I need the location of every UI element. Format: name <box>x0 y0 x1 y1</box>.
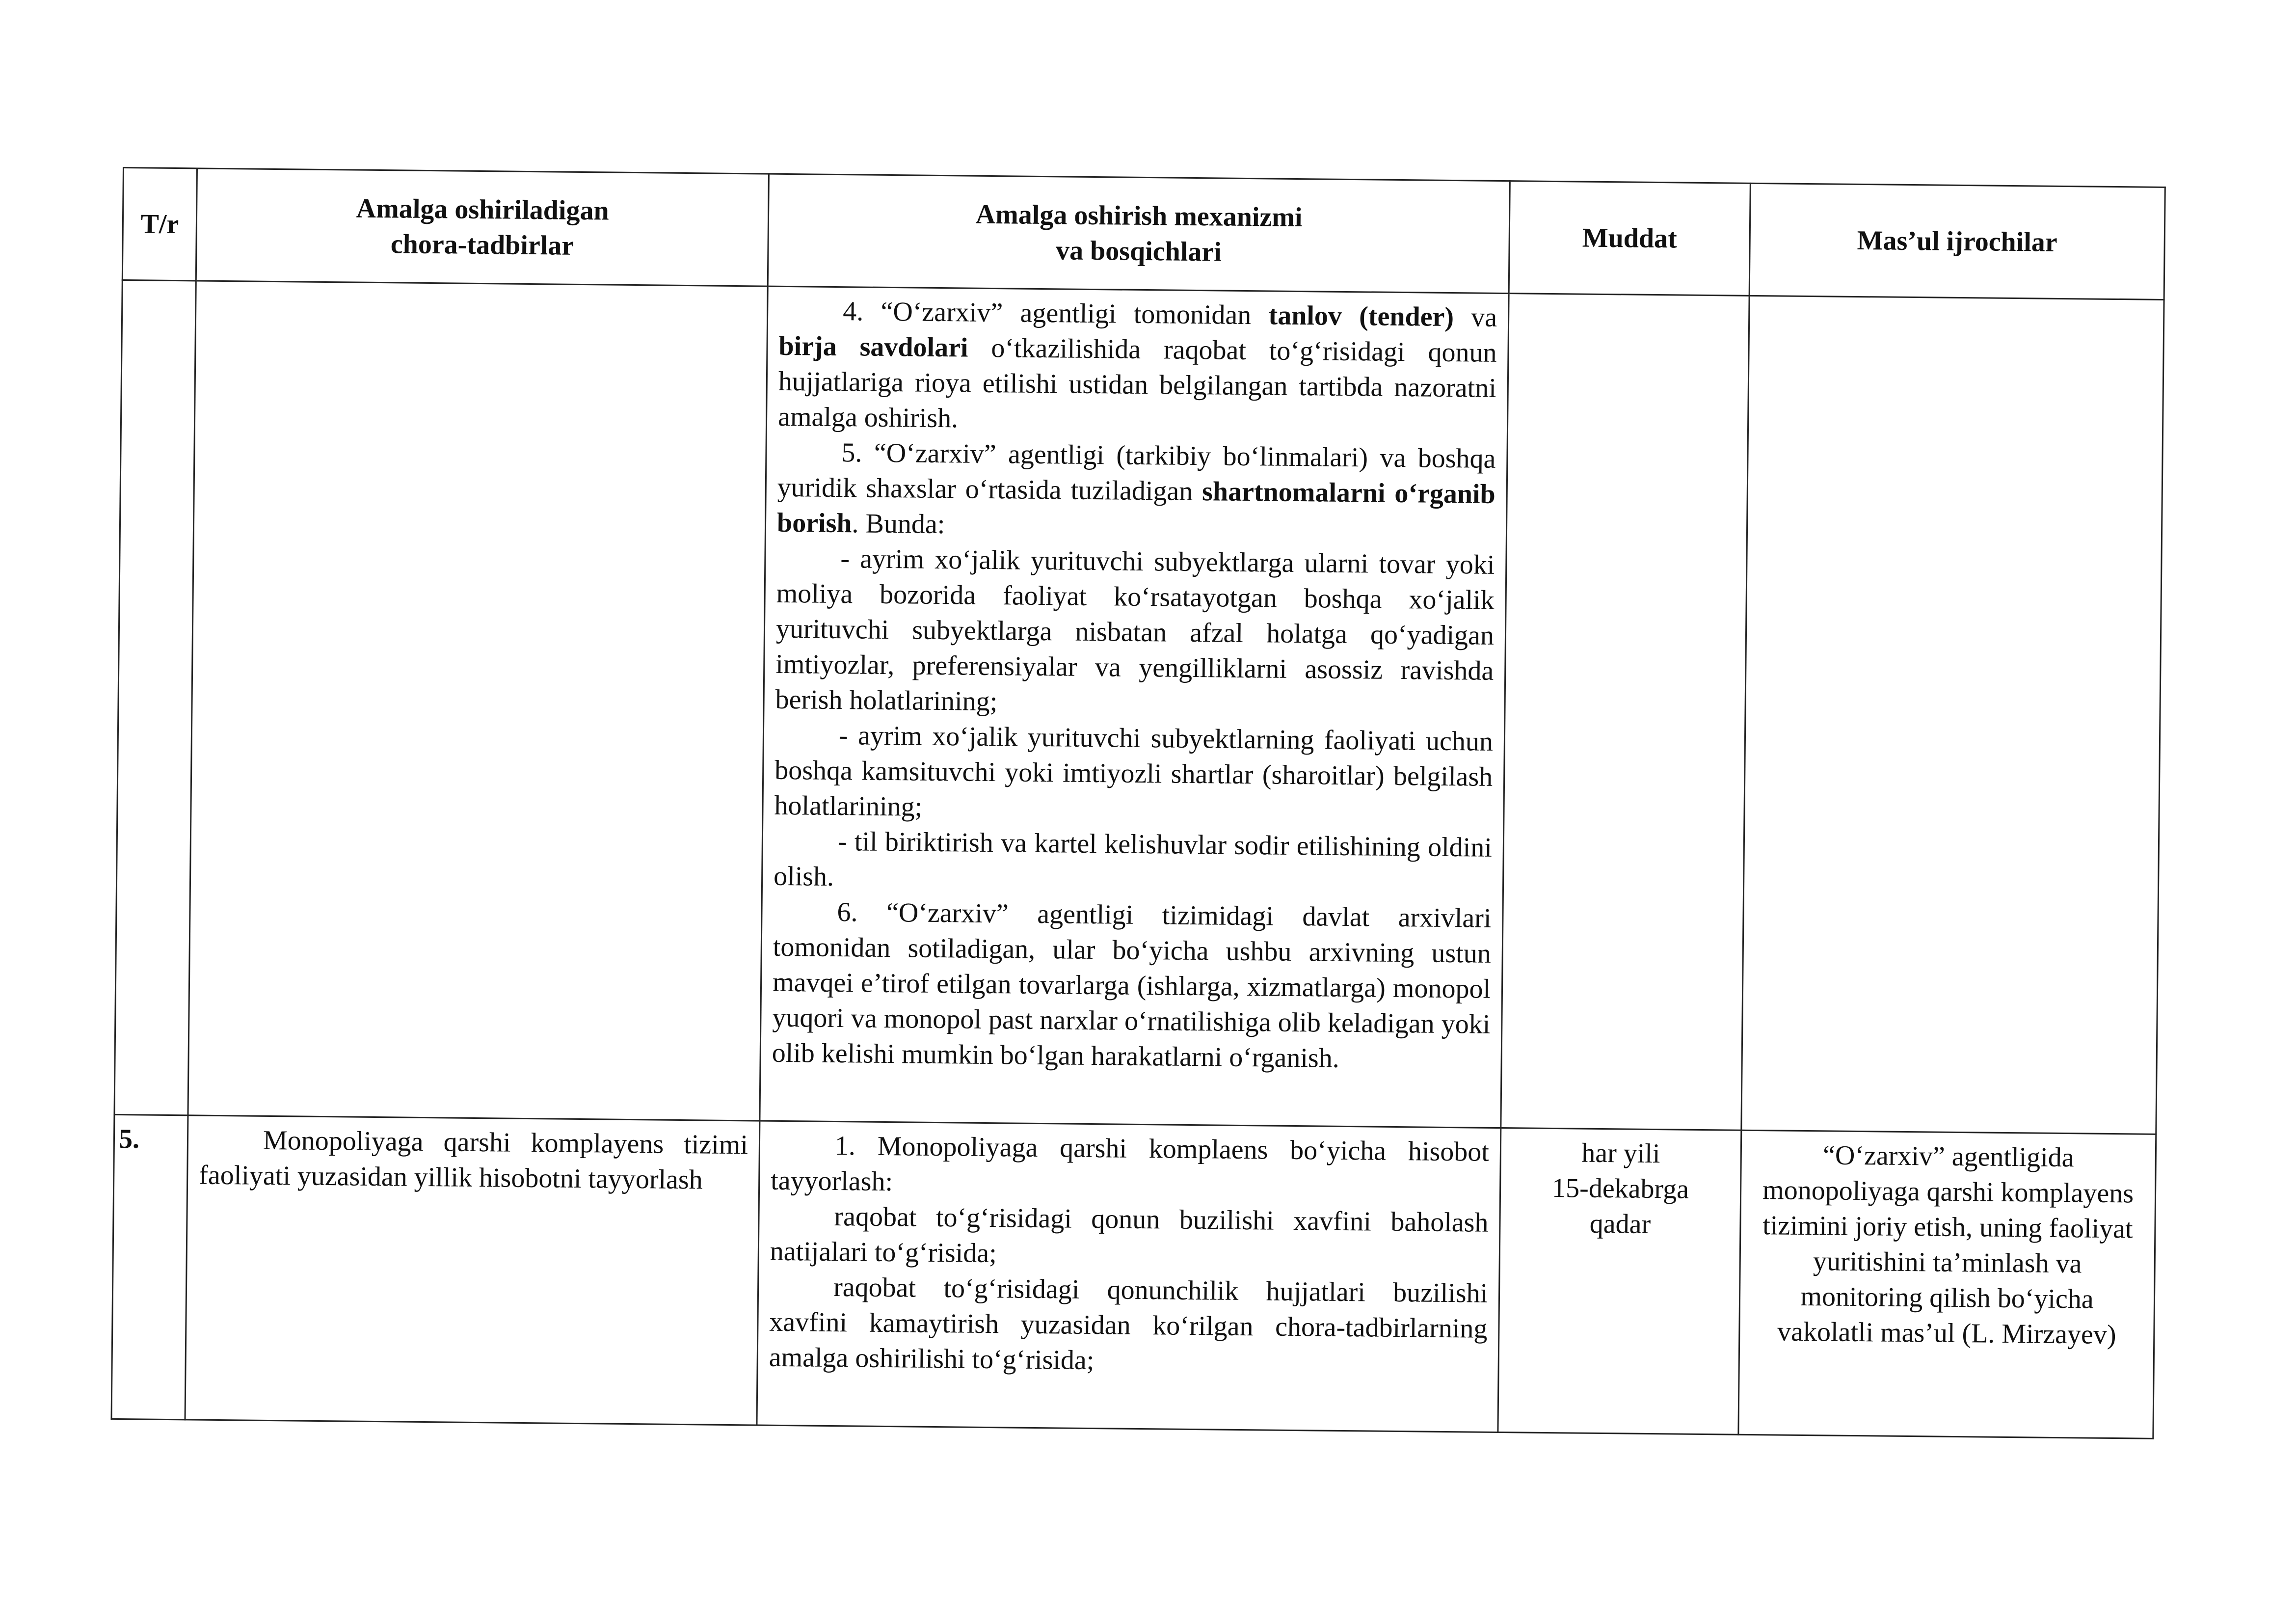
responsible-text-5: “O‘zarxiv” agentligida monopoliyaga qarshi komplayens tizimini joriy etish, uning faoliyat yuritishini ta’minlash va monitoring qilish bo‘yicha vakolatli mas’ul (L. Mirzayev) <box>1762 1140 2134 1351</box>
cell-action-5 <box>185 1115 760 1425</box>
table-row-continued <box>114 280 2164 1135</box>
cell-mechanism-continued <box>760 286 1509 1128</box>
mechanism-item-4: 4. “O‘zarxiv” agentligi tomonidan tanlov (tender) va birja savdolari o‘tkazilishida raqobat to‘g‘risidagi qonun hujjatlariga rioya etilishi ustidan belgilangan tartibda nazoratni amalga oshirish. <box>777 296 1497 434</box>
mechanism-5-item-3: raqobat to‘g‘risidagi qonunchilik hujjatlari buzilishi xavfini kamaytirish yuzasidan ko‘rilgan chora-tadbirlarning amalga oshirilishi to‘g‘risida; <box>769 1272 1488 1376</box>
mechanism-item-5: 5. “O‘zarxiv” agentligi (tarkibiy bo‘linmalari) va boshqa yuridik shaxslar o‘rtasida tuziladigan shartnomalarni o‘rganib borish. Bunda: <box>776 437 1496 540</box>
cell-responsible-5 <box>1738 1130 2156 1438</box>
header-actions-line2: chora-tadbirlar <box>390 229 574 261</box>
deadline-line1: har yili <box>1581 1137 1660 1169</box>
mechanism-bullet-1: - ayrim xo‘jalik yurituvchi subyektlarga ularni tovar yoki moliya bozorida faoliyat ko‘rsatayotgan boshqa xo‘jalik yurituvchi subyektlarga nisbatan afzal holatga qo‘yadigan imtiyozlar, preferensiyalar va yengilliklarni asossiz ravishda berish holatlarining; <box>775 543 1495 717</box>
cell-num-5: 5. <box>111 1114 188 1419</box>
mechanism-item-6: 6. “O‘zarxiv” agentligi tizimidagi davlat arxivlari tomonidan sotiladigan, ular bo‘yicha ushbu arxivning ustun mavqei e’tirof etilgan tovarlarga (ishlarga, xizmatlarga) monopol yuqori va monopol past narxlar o‘rnatilishiga olib keladigan yoki olib kelishi mumkin bo‘lgan harakatlarni o‘rganish. <box>772 897 1492 1074</box>
header-mechanism-line1: Amalga oshirish mexanizmi <box>975 199 1303 233</box>
mechanism-5-item-2: raqobat to‘g‘risidagi qonun buzilishi xavfini baholash natijalari to‘g‘risida; <box>770 1201 1489 1269</box>
measures-table <box>111 167 2166 1439</box>
cell-mechanism-5 <box>757 1121 1501 1432</box>
action-text-5: Monopoliyaga qarshi komplayens tizimi faoliyati yuzasidan yillik hisobotni tayyorlash <box>198 1125 748 1195</box>
table-row-5 <box>111 1114 2156 1438</box>
header-mechanism <box>768 174 1510 293</box>
header-num: T/r <box>122 168 197 281</box>
cell-num-empty <box>114 280 196 1115</box>
header-actions-line1: Amalga oshiriladigan <box>356 193 609 226</box>
cell-action-empty <box>188 281 768 1121</box>
header-row <box>122 168 2165 300</box>
header-actions <box>196 168 769 286</box>
header-responsible: Mas’ul ijrochilar <box>1749 183 2165 299</box>
mechanism-5-item-1: 1. Monopoliyaga qarshi komplaens bo‘yicha hisobot tayyorlash: <box>770 1131 1490 1197</box>
deadline-line2: 15-dekabrga <box>1551 1173 1689 1205</box>
cell-deadline-empty <box>1501 294 1749 1131</box>
mechanism-bullet-3: - til biriktirish va kartel kelishuvlar sodir etilishining oldini olish. <box>773 826 1493 892</box>
header-mechanism-line2: va bosqichlari <box>1055 235 1222 268</box>
cell-deadline-5 <box>1498 1128 1741 1435</box>
deadline-line3: qadar <box>1589 1208 1651 1240</box>
header-deadline: Muddat <box>1509 181 1750 296</box>
cell-responsible-empty <box>1741 296 2164 1134</box>
mechanism-bullet-2: - ayrim xo‘jalik yurituvchi subyektlarning faoliyati uchun boshqa kamsituvchi yoki imtiyozli shartlar (sharoitlar) belgilash holatlarining; <box>774 720 1494 822</box>
